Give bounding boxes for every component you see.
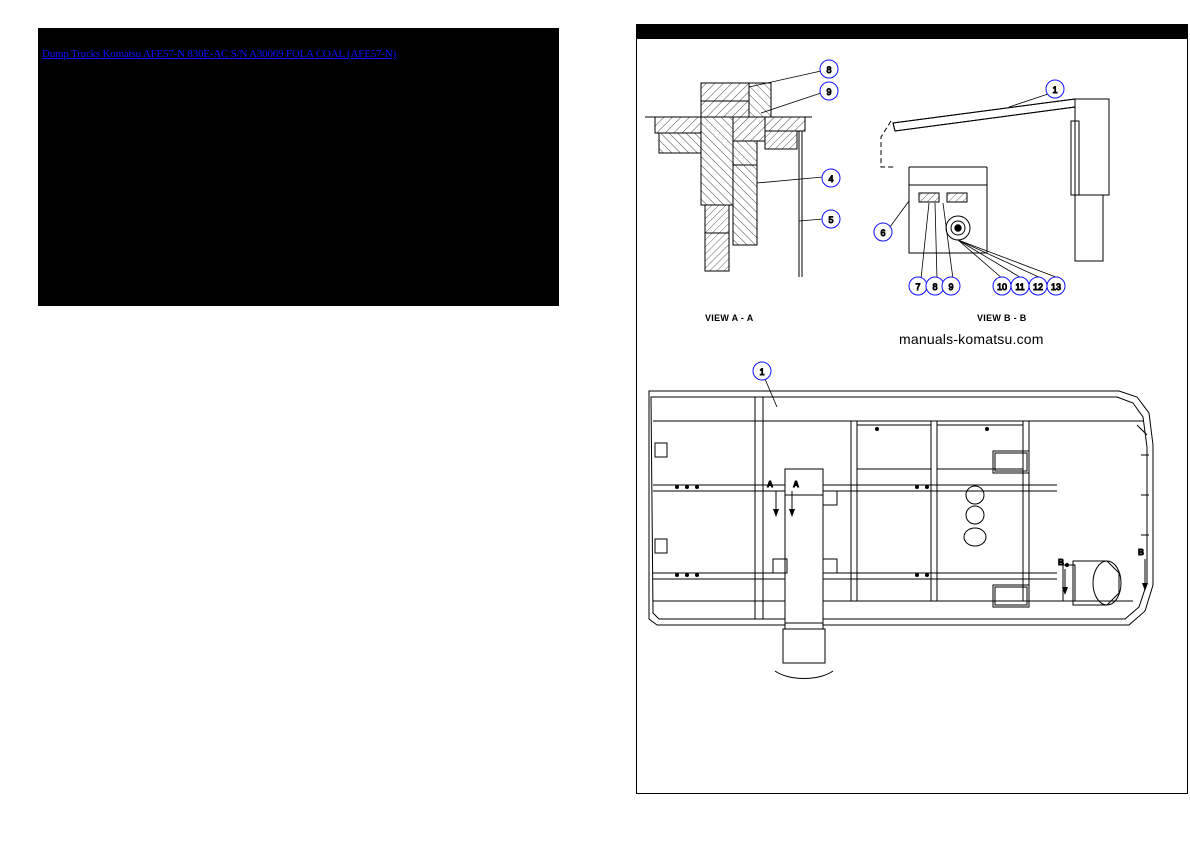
section-letter-b1: B: [1058, 558, 1064, 567]
main-view-leader: [765, 379, 777, 407]
callout-8: 8: [826, 65, 832, 75]
callout-5: 5: [828, 215, 834, 225]
callout-8-viewb: 8: [932, 282, 938, 292]
watermark-text: manuals-komatsu.com: [899, 331, 1044, 347]
section-arrow-a: [773, 491, 795, 517]
callout-7: 7: [915, 282, 921, 292]
drawing-frame: [636, 24, 1188, 794]
callout-12: 12: [1032, 282, 1044, 292]
callout-1-main: 1: [759, 367, 765, 377]
page-title: Dump Trucks Komatsu AFE57-N 830E-AC S/N A30069 FOLA COAL (AFE57-N): [42, 48, 396, 60]
callout-4: 4: [828, 174, 834, 184]
main-plan-view: [649, 391, 1153, 679]
assembly-drawing: [637, 25, 1189, 795]
title-block-panel: [38, 28, 559, 306]
callout-1-viewb: 1: [1052, 85, 1058, 95]
callout-11: 11: [1015, 282, 1025, 292]
section-letter-b2: B: [1138, 548, 1144, 557]
callout-10: 10: [996, 282, 1008, 292]
section-letter-a1: A: [767, 480, 773, 489]
callout-9: 9: [826, 87, 832, 97]
view-a-a-callouts: [820, 60, 840, 228]
section-letter-a2: A: [793, 480, 799, 489]
callout-6: 6: [880, 228, 886, 238]
view-b-b-geometry: [881, 99, 1109, 261]
callout-13: 13: [1050, 282, 1062, 292]
callout-9-viewb: 9: [948, 282, 954, 292]
view-b-b-label: VIEW B - B: [977, 313, 1027, 323]
view-a-a-label: VIEW A - A: [705, 313, 754, 323]
